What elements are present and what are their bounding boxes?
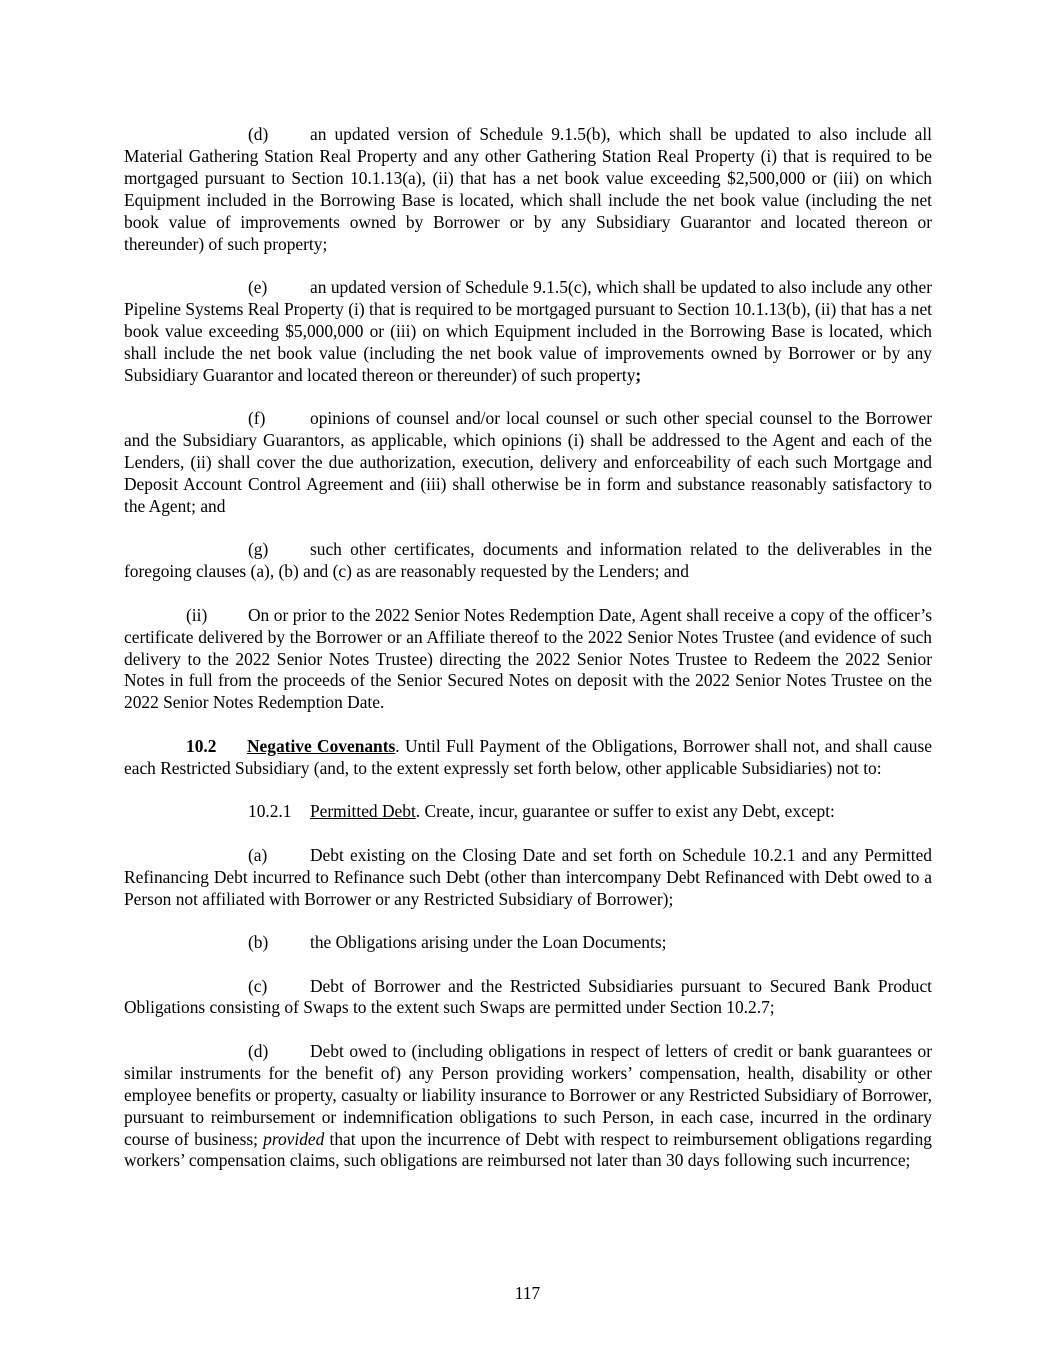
clause-text-before: Debt owed to (including obligations in respect of letters of credit or bank guarantees or similar instruments for the benefit of) any Person providing workers’ compensation, health, disability or other employee benefits or property, casualty or liability insurance to Borrower or any Restricted Subsidiary of Borrower, pursuant to reimbursement or indemnification obligations to such Person, in each case, incurred in the ordinary course of business; bbox=[124, 1040, 932, 1149]
clause-label: (c) bbox=[248, 975, 268, 996]
clause-b-obligations bbox=[124, 932, 932, 954]
section-number: 10.2.1 bbox=[248, 801, 292, 822]
section-10-2-1-permitted-debt bbox=[124, 801, 932, 823]
clause-text: On or prior to the 2022 Senior Notes Redemption Date, Agent shall receive a copy of the officer’s certificate delivered by the Borrower or an Affiliate thereof to the 2022 Senior Notes Trustee (and evidence of such delivery to the 2022 Senior Notes Trustee) directing the 2022 Senior Notes Trustee to Redeem the 2022 Senior Notes in full from the proceeds of the Senior Secured Notes on deposit with the 2022 Senior Notes Trustee on the 2022 Senior Notes Redemption Date. bbox=[124, 604, 932, 713]
clause-label: (b) bbox=[248, 932, 269, 953]
clause-d-schedule-915b bbox=[124, 124, 932, 255]
clause-ii-redemption bbox=[124, 605, 932, 715]
page-number: 117 bbox=[514, 1283, 541, 1303]
clause-text: opinions of counsel and/or local counsel or such other special counsel to the Borrower and the Subsidiary Guarantors, as applicable, which opinions (i) shall be addressed to the Agent and each of the Lenders, (ii) shall cover the due authorization, execution, delivery and enforceability of each such Mortgage and Deposit Account Control Agreement and (iii) shall otherwise be in form and substance reasonably satisfactory to the Agent; and bbox=[124, 408, 932, 516]
section-heading: Negative Covenants bbox=[247, 735, 396, 756]
section-text: . Create, incur, guarantee or suffer to exist any Debt, except: bbox=[415, 801, 835, 822]
clause-f-opinions bbox=[124, 408, 932, 518]
clause-text: an updated version of Schedule 9.1.5(c), which shall be updated to also include any other Pipeline Systems Real Property (i) that is required to be mortgaged pursuant to Section 10.1.13(b), (ii) that has a net book value exceeding $5,000,000 or (iii) on which Equipment included in the Borrowing Base is located, which shall include the net book value (including the net book value of improvements owned by Borrower or by any Subsidiary Guarantor and located thereon or thereunder) of such property bbox=[124, 277, 932, 385]
clause-e-schedule-915c bbox=[124, 277, 932, 387]
section-heading: Permitted Debt bbox=[310, 801, 416, 822]
clause-label: (a) bbox=[248, 844, 268, 865]
clause-c-swaps bbox=[124, 976, 932, 1020]
clause-label: (e) bbox=[248, 277, 268, 298]
clause-label: (ii) bbox=[186, 604, 208, 625]
document-page bbox=[124, 124, 932, 1194]
section-10-2-negative-covenants bbox=[124, 736, 932, 780]
section-number: 10.2 bbox=[186, 735, 217, 756]
clause-label: (g) bbox=[248, 539, 269, 560]
clause-italic-term: provided bbox=[263, 1128, 325, 1149]
clause-text: Debt of Borrower and the Restricted Subsidiaries pursuant to Secured Bank Product Obligations consisting of Swaps to the extent such Swaps are permitted under Section 10.2.7; bbox=[124, 975, 932, 1018]
clause-text: the Obligations arising under the Loan Documents; bbox=[310, 932, 667, 953]
clause-a-existing-debt bbox=[124, 845, 932, 911]
clause-text: such other certificates, documents and information related to the deliverables in the foregoing clauses (a), (b) and (c) as are reasonably requested by the Lenders; and bbox=[124, 539, 932, 582]
clause-d-workers-compensation bbox=[124, 1041, 932, 1172]
clause-g-certificates bbox=[124, 539, 932, 583]
section-text: . Until Full Payment of the Obligations, Borrower shall not, and shall cause each Restricted Subsidiary (and, to the extent expressly set forth below, other applicable Subsidiaries) not to: bbox=[124, 735, 932, 778]
clause-text-after: that upon the incurrence of Debt with respect to reimbursement obligations regarding workers’ compensation claims, such obligations are reimbursed not later than 30 days following such incurrence; bbox=[124, 1128, 932, 1171]
clause-label: (f) bbox=[248, 408, 266, 429]
clause-label: (d) bbox=[248, 124, 269, 144]
clause-text: an updated version of Schedule 9.1.5(b), which shall be updated to also include all Material Gathering Station Real Property and any other Gathering Station Real Property (i) that is required to be mortgaged pursuant to Section 10.1.13(a), (ii) that has a net book value exceeding $2,500,000 or (iii) on which Equipment included in the Borrowing Base is located, which shall include the net book value (including the net book value of improvements owned by Borrower or by any Subsidiary Guarantor and located thereon or thereunder) of such property; bbox=[124, 124, 932, 254]
clause-text: Debt existing on the Closing Date and set forth on Schedule 10.2.1 and any Permitted Refinancing Debt incurred to Refinance such Debt (other than intercompany Debt Refinanced with Debt owed to a Person not affiliated with Borrower or any Restricted Subsidiary of Borrower); bbox=[124, 844, 932, 909]
clause-end-mark: ; bbox=[635, 364, 642, 385]
clause-label: (d) bbox=[248, 1040, 269, 1061]
